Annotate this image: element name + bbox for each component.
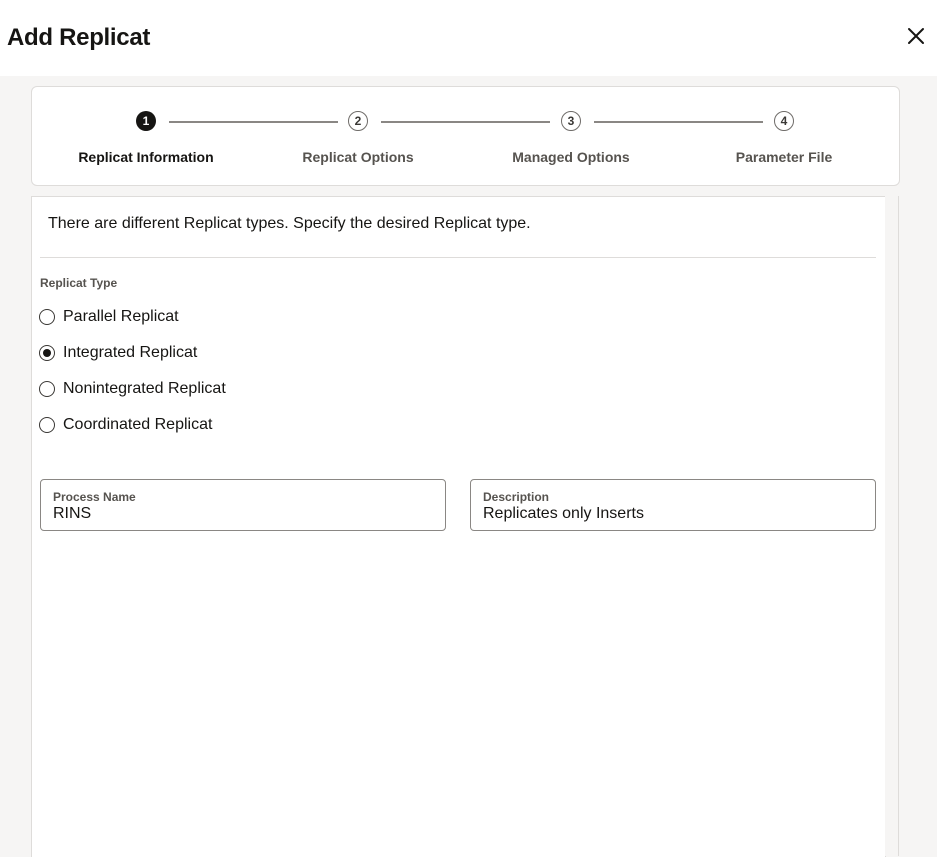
process-name-field[interactable] <box>40 479 446 531</box>
intro-text: There are different Replicat types. Specify the desired Replicat type. <box>48 215 531 232</box>
close-icon[interactable] <box>904 24 928 48</box>
radio-button[interactable] <box>39 309 55 325</box>
radio-selected-dot <box>43 349 51 357</box>
radio-button[interactable] <box>39 345 55 361</box>
description-input[interactable] <box>483 505 863 523</box>
step-connector <box>381 121 550 123</box>
radio-nonintegrated-replicat[interactable] <box>39 380 226 398</box>
form-panel <box>31 196 886 857</box>
radio-label: Parallel Replicat <box>63 308 179 325</box>
divider <box>40 257 876 258</box>
scrollbar-track[interactable] <box>885 196 899 856</box>
dialog-header <box>0 0 937 76</box>
radio-button[interactable] <box>39 417 55 433</box>
step-2-indicator[interactable]: 2 <box>348 111 368 131</box>
description-label: Description <box>483 490 550 504</box>
step-2-label[interactable]: Replicat Options <box>302 149 414 165</box>
process-name-input[interactable] <box>53 505 433 523</box>
radio-label: Nonintegrated Replicat <box>63 380 226 397</box>
description-field[interactable] <box>470 479 876 531</box>
dialog-title: Add Replicat <box>7 24 151 51</box>
process-name-label: Process Name <box>53 490 136 504</box>
step-connector <box>594 121 763 123</box>
radio-coordinated-replicat[interactable] <box>39 416 212 434</box>
replicat-type-label: Replicat Type <box>40 276 118 290</box>
step-3-indicator[interactable]: 3 <box>561 111 581 131</box>
radio-integrated-replicat[interactable] <box>39 344 197 362</box>
step-4-label[interactable]: Parameter File <box>735 149 833 165</box>
step-4-indicator[interactable]: 4 <box>774 111 794 131</box>
radio-label: Coordinated Replicat <box>63 416 213 433</box>
step-connector <box>169 121 338 123</box>
step-train <box>31 86 900 186</box>
step-1-label[interactable]: Replicat Information <box>78 149 214 165</box>
radio-button[interactable] <box>39 381 55 397</box>
radio-parallel-replicat[interactable] <box>39 308 179 326</box>
step-1-indicator[interactable]: 1 <box>136 111 156 131</box>
radio-label: Integrated Replicat <box>63 344 198 361</box>
step-3-label[interactable]: Managed Options <box>512 149 630 165</box>
